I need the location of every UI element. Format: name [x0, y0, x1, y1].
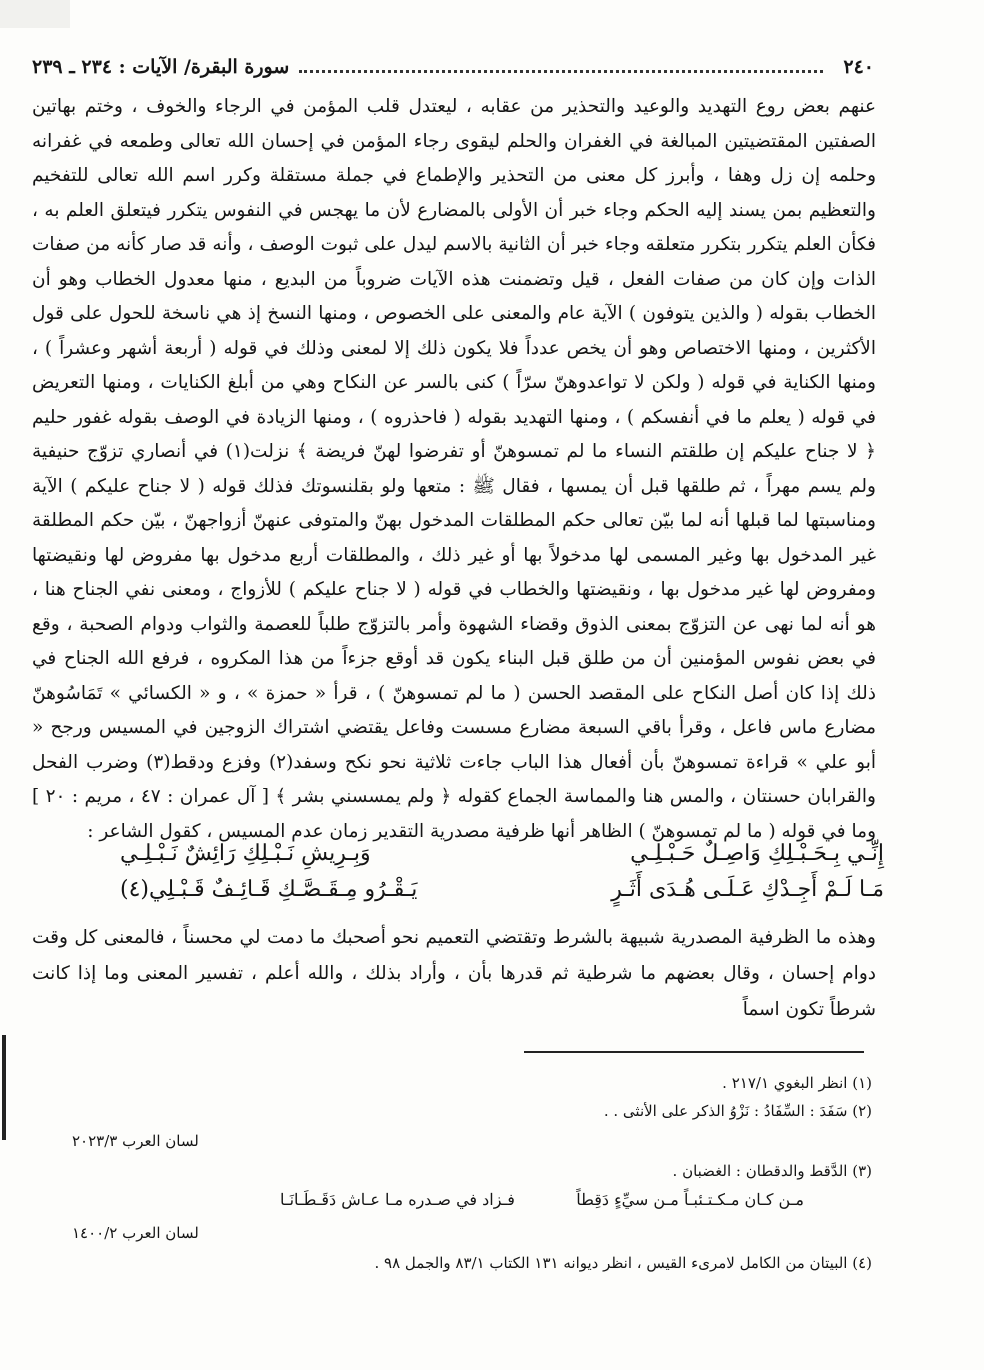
- page-number: ٢٤٠: [843, 56, 874, 78]
- poem-line-1-first-hemistich: إِنِّـي بِـحَـبْـلِكِ وَاصِـلٌ حَـبْـلِـي: [630, 841, 884, 866]
- after-paragraph: وهذه ما الظرفية المصدرية شبيهة بالشرط وتقتضي التعميم نحو أصحبك ما دمت لي محسناً ، فالمعنى كل وقت دوام إحسان ، وقال بعضهم ما شرطية ثم قدرها بأن ، وأراد بذلك ، والله أعلم ، تفسير المعنى وما إذا كانت شرطاً تكون اسماً: [32, 927, 876, 1020]
- poem-line-2-second-hemistich: يَـقْـرُو مِـقَـصَّـكِ قَـائِـفٌ قَـبْـلِي(٤): [120, 877, 418, 902]
- footnote-rule: [524, 1051, 864, 1053]
- footnote-3-verse-second: فـزاد في صـدره مـا عـاش دَقَـطَـانَـا: [280, 1190, 515, 1209]
- main-paragraph: عنهم بعض روع التهديد والوعيد والتحذير من عقابه ، ليعتدل قلب المؤمن في الرجاء والخوف ، وختم بهاتين الصفتين المقتضيتين المبالغة في الغفران والحلم ليقوى رجاء المؤمن في إحسان الله تعالى وطمعه في غفرانه وحلمه إن زل وهفا ، وأبرز كل معنى من التحذير والإطماع في جملة مستقلة وكرر اسم الله تعالى للتفخيم والتعظيم بمن يسند إليه الحكم وجاء خبر أن الأولى بالمضارع لأن ما يهجس في النفوس يتكرر فيتعلق العلم به ، فكأن العلم يتكرر بتكرر متعلقه وجاء خبر أن الثانية بالاسم ليدل على ثبوت الوصف ، وأنه قد صار كأنه من صفات الذات وإن كان من صفات الفعل ، قيل وتضمنت هذه الآيات ضروباً من البديع ، منها معدول الخطاب وهو أن الخطاب بقوله ( والذين يتوفون ) الآية عام والمعنى على الخصوص ، ومنها النسخ إذ هي ناسخة للحول على قول الأكثرين ، ومنها الاختصاص وهو أن يخص عدداً فلا يكون ذلك إلا لمعنى وذلك في قوله ( أربعة أشهر وعشراً ) ، ومنها الكناية في قوله ( ولكن لا تواعدوهنّ سرّاً ) كنى بالسر عن النكاح وهي من أبلغ الكنايات ، ومنها التعريض في قوله ( يعلم ما في أنفسكم ) ، ومنها التهديد بقوله ( فاحذروه ) ، ومنها الزيادة في الوصف بقوله غفور حليم ﴿ لا جناح عليكم إن طلقتم النساء ما لم تمسوهنّ أو تفرضوا لهنّ فريضة ﴾ نزلت(١) في أنصاري تزوّج حنيفية ولم يسم مهراً ، ثم طلقها قبل أن يمسها ، فقال ﷺ : متعها ولو بقلنسوتك فذلك قوله ( لا جناح عليكم ) الآية ومناسبتها لما قبلها أنه لما بيّن تعالى حكم المطلقات المدخول بهنّ والمتوفى عنهنّ أزواجهنّ ، بيّن حكم المطلقة غير المدخول بها وغير المسمى لها مدخولاً بها أو غير ذلك ، والمطلقات أربع مدخول بها مفروض لها ونقيضتها ومفروض لها غير مدخول بها ، ونقيضتها والخطاب في قوله ( لا جناح عليكم ) للأزواج ، ومعنى نفي الجناح هنا ، هو أنه لما نهى عن التزوّج بمعنى الذوق وقضاء الشهوة وأمر بالتزوّج طلباً للعصمة والثواب ودوام الصحبة ، وقع في بعض نفوس المؤمنين أن من طلق قبل البناء يكون قد أوقع جزءاً من هذا المكروه ، فرفع الله الجناح في ذلك إذا كان أصل النكاح على المقصد الحسن ( ما لم تمسوهنّ ) ، قرأ « حمزة » ، و « الكسائي » تَمَاسُوهنّ مضارع ماس فاعل ، وقرأ باقي السبعة مضارع مسست وفاعل يقتضي اشتراك الزوجين في المسيس ورجح « أبو علي » قراءة تمسوهنّ بأن أفعال هذا الباب جاءت ثلاثية نحو نكح وسفد(٢) وفزع ودقط(٣) وضرب الفحل والقرابان حسنتان ، والمس هنا والمماسة الجماع كقوله ﴿ ولم يمسسني بشر ﴾ [ آل عمران : ٤٧ ، مريم : ٢٠ ] وما في قوله ( ما لم تمسوهنّ ) الظاهر أنها ظرفية مصدرية التقدير زمان عدم المسيس ، كقول الشاعر :: [32, 96, 877, 842]
- poem-line-1: [120, 836, 884, 872]
- footnote-4: (٤) البيتان من الكامل لامرىء القيس ، انظر ديوانه ١٣١ الكتاب ٨٣/١ والجمل ٩٨ .: [374, 1254, 872, 1272]
- main-text: [32, 90, 876, 849]
- poem-line-2: [120, 872, 884, 908]
- header-dot-leader: [299, 70, 823, 73]
- footnote-3: (٣) الدَّقط والدقطان : الغضبان .: [672, 1162, 872, 1180]
- margin-mark: [2, 1035, 6, 1140]
- poem-line-1-second-hemistich: وَبِـرِيشِ نَـبْـلِكِ رَائِشٌ نَـبْـلِـي: [120, 841, 371, 866]
- poem-block: [120, 836, 884, 908]
- footnote-2: (٢) سَفَدَ : السِّفَادُ : نَزْوُ الذكر على الأنثى . .: [603, 1102, 872, 1120]
- footnote-3-source: لسان العرب ١٤٠٠/٢: [72, 1224, 199, 1242]
- after-poem-text: [32, 920, 876, 1028]
- poem-line-2-first-hemistich: مَـا لَـمْ أَجِـدْكِ عَـلَـى هُـدَى أَثَـرٍ: [611, 877, 884, 902]
- header-title: سورة البقرة/ الآيات : ٢٣٤ ـ ٢٣٩: [32, 56, 290, 78]
- footnote-1: (١) انظر البغوي ٢١٧/١ .: [722, 1074, 872, 1092]
- footnote-3-verse: [280, 1190, 804, 1209]
- running-header: [32, 52, 874, 82]
- scan-smudge: [0, 0, 70, 28]
- footnote-3-verse-first: مـن كـان مـكـتـئبـاً مـن سيِّءٍ دَقِطاً: [576, 1190, 804, 1209]
- footnote-2-source: لسان العرب ٢٠٢٣/٣: [72, 1132, 199, 1150]
